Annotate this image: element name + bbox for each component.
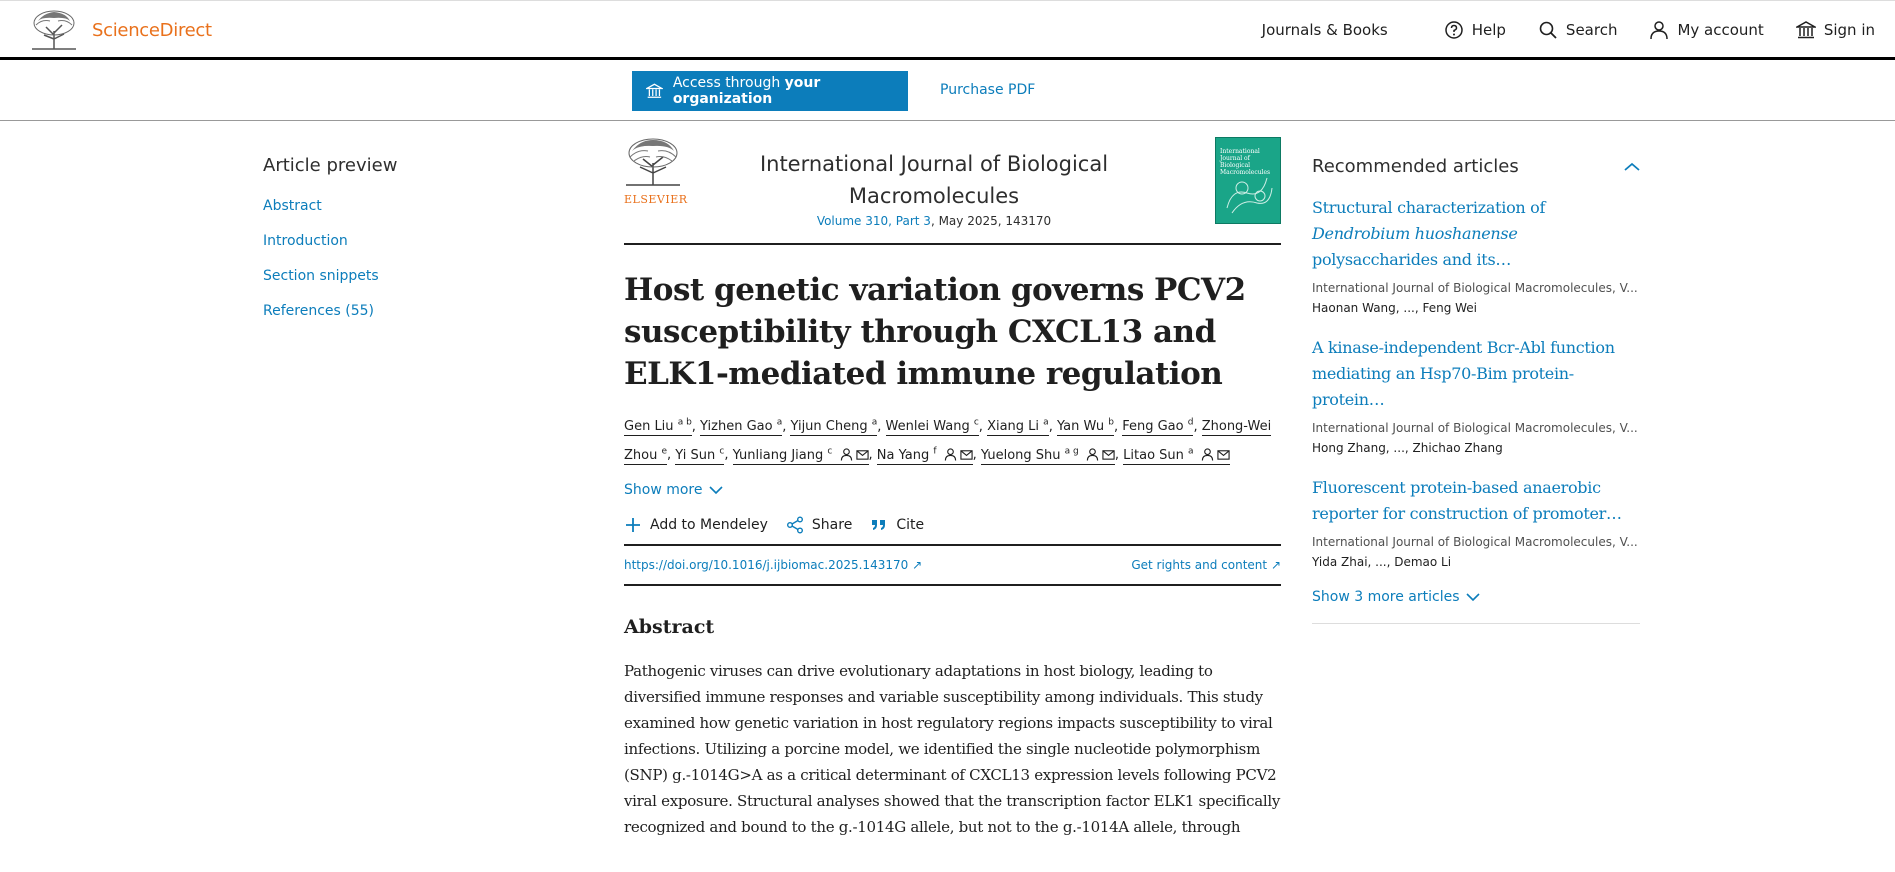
abstract-text: Pathogenic viruses can drive evolutionary adaptations in host biology, leading to diversified immune responses and variable susceptibility among individuals. This study examined how genetic variation in host regulatory regions impacts susceptibility to viral infections. Utilizing a porcine model, we identified the single nucleotide polymorphism (SNP) g.-1014G>A as a critical determinant of CXCL13 expression levels following PCV2 viral exposure. Structural analyses showed that the transcription factor ELK1 specifically recognized and bound to the g.-1014G allele, but not to the g.-1014A allele, through: [624, 661, 1281, 836]
publisher-name: ELSEVIER: [624, 193, 688, 206]
person-icon: [1649, 20, 1669, 40]
sciencedirect-logo[interactable]: [30, 9, 212, 51]
add-to-mendeley-button[interactable]: [624, 516, 768, 534]
journal-title[interactable]: International Journal of Biological Macromolecules: [759, 152, 1109, 208]
recommended-item-authors: Hong Zhang, ..., Zhichao Zhang: [1312, 441, 1503, 455]
elsevier-tree-icon: [30, 9, 78, 51]
author-list: Gen Liu $^{a b}$, Yizhen Gao $^a$, Yijun Cheng $^a$, Wenlei Wang $^c$, Xiang Li $^a$, Yan Wu $^b$, Feng Gao $^d$, Zhong-Wei Zhou $^e$, Yi Sun $^c$, Yunliang Jiang $^c$ , Na Yang $^f$ , Yuelong Shu $^{a g}$ , Litao Sun $^a$: [624, 418, 1272, 463]
search-icon: [1538, 20, 1558, 40]
help-link[interactable]: [1444, 20, 1506, 40]
rights-text: Get rights and content: [1131, 557, 1268, 572]
recommended-item: [1312, 195, 1640, 315]
volume-link[interactable]: Volume 310, Part 3: [816, 214, 931, 228]
affiliation-marker: a: [871, 418, 878, 428]
recommended-header[interactable]: [1312, 156, 1640, 177]
access-organization-button[interactable]: [632, 71, 908, 111]
author-link[interactable]: [733, 448, 869, 465]
share-button[interactable]: [786, 516, 852, 534]
cover-illustration: [1222, 168, 1276, 218]
doi-link[interactable]: [624, 558, 922, 572]
elsevier-tree-icon: [624, 137, 682, 187]
affiliation-marker: a: [1043, 418, 1049, 428]
recommended-item: [1312, 475, 1640, 569]
author-name: Feng Gao: [1122, 419, 1184, 435]
brand-name: ScienceDirect: [92, 19, 212, 41]
toc-item-abstract[interactable]: Abstract: [263, 198, 322, 214]
recommended-item-journal: International Journal of Biological Macromolecules, V...: [1312, 535, 1638, 549]
author-name: Yunliang Jiang: [732, 447, 824, 463]
author-name: Gen Liu: [624, 419, 674, 435]
affiliation-marker: a b: [677, 418, 692, 428]
article-main: [624, 135, 1281, 840]
email-icon: [960, 448, 973, 461]
access-button-label: Access through your organization: [672, 75, 821, 107]
show-more-button[interactable]: [624, 482, 1281, 498]
affiliation-marker: e: [661, 446, 668, 457]
affiliation-marker: c: [719, 446, 725, 457]
my-account-label: My account: [1677, 20, 1764, 39]
recommended-title: Recommended articles: [1312, 156, 1519, 177]
elsevier-logo[interactable]: [624, 137, 688, 206]
affiliation-marker: a: [1188, 446, 1194, 457]
affiliation-marker: c: [973, 418, 979, 428]
institution-icon: [646, 82, 663, 100]
article-title: Host genetic variation governs PCV2 susceptibility through CXCL13 and ELK1-mediated immune regulation: [624, 272, 1246, 392]
author-link[interactable]: [886, 419, 979, 436]
author-name: Yi Sun: [675, 447, 716, 463]
search-link[interactable]: [1538, 20, 1618, 40]
top-nav: [1230, 1, 1875, 58]
toc-item-introduction[interactable]: Introduction: [263, 233, 348, 249]
chevron-down-icon: [1466, 592, 1480, 602]
institution-icon: [1796, 20, 1816, 40]
doi-text: https://doi.org/10.1016/j.ijbiomac.2025.143170: [624, 557, 909, 572]
chevron-down-icon: [709, 485, 723, 495]
get-rights-link[interactable]: [1131, 558, 1281, 572]
author-link[interactable]: [700, 419, 782, 436]
affiliation-marker: a: [776, 418, 783, 428]
plus-icon: [624, 516, 642, 534]
help-icon: [1444, 20, 1464, 40]
search-label: Search: [1565, 20, 1618, 39]
author-name: Litao Sun: [1123, 447, 1184, 463]
purchase-pdf-link[interactable]: Purchase PDF: [940, 82, 1036, 98]
recommended-item-title[interactable]: Structural characterization of Dendrobium huoshanense polysaccharides and its…: [1312, 198, 1546, 269]
share-label: Share: [811, 516, 853, 533]
journal-meta: [714, 214, 1154, 228]
sign-in-label: Sign in: [1823, 20, 1875, 39]
article-actions: [624, 516, 1281, 534]
mendeley-label: Add to Mendeley: [650, 516, 768, 533]
cite-label: Cite: [896, 516, 925, 533]
chevron-up-icon[interactable]: [1624, 162, 1640, 172]
my-account-link[interactable]: [1649, 20, 1763, 40]
affiliation-marker: d: [1187, 418, 1194, 428]
author-name: Yuelong Shu: [980, 447, 1061, 463]
author-link[interactable]: [981, 448, 1115, 465]
person-icon: [944, 448, 957, 461]
author-link[interactable]: [675, 448, 724, 465]
author-name: Yan Wu: [1056, 419, 1105, 435]
email-icon: [856, 448, 869, 461]
author-link[interactable]: [790, 419, 877, 436]
email-icon: [1102, 448, 1115, 461]
person-icon: [840, 448, 853, 461]
cite-button[interactable]: [870, 516, 924, 534]
quote-icon: [870, 516, 888, 534]
person-icon: [1086, 448, 1099, 461]
author-name: Zhong-Wei Zhou: [624, 419, 1272, 463]
access-bar: [0, 60, 1895, 121]
author-name: Wenlei Wang: [885, 419, 970, 435]
recommended-item-authors: Yida Zhai, ..., Demao Li: [1312, 555, 1452, 569]
external-link-icon: ↗: [1270, 557, 1281, 572]
author-link[interactable]: [987, 419, 1049, 436]
person-icon: [1201, 448, 1214, 461]
recommended-item-title[interactable]: Fluorescent protein-based anaerobic reporter for construction of promoter…: [1312, 478, 1622, 523]
journals-label: Journals & Books: [1261, 20, 1388, 39]
recommended-item-authors: Haonan Wang, ..., Feng Wei: [1312, 301, 1478, 315]
affiliation-marker: c: [827, 446, 833, 457]
journal-cover-image[interactable]: [1215, 137, 1281, 224]
author-name: Yizhen Gao: [700, 419, 773, 435]
recommended-item-journal: International Journal of Biological Macromolecules, V...: [1312, 281, 1638, 295]
email-icon: [1217, 448, 1230, 461]
author-link[interactable]: [1123, 448, 1230, 465]
sign-in-link[interactable]: [1796, 20, 1875, 40]
author-link[interactable]: [1122, 419, 1193, 436]
help-label: Help: [1471, 20, 1506, 39]
recommended-item-journal: International Journal of Biological Macromolecules, V...: [1312, 421, 1638, 435]
toc-item-section-snippets[interactable]: Section snippets: [263, 268, 379, 284]
affiliation-marker: a g: [1064, 446, 1079, 457]
author-link[interactable]: [877, 448, 973, 465]
author-name: Xiang Li: [987, 419, 1040, 435]
affiliation-marker: f: [933, 446, 937, 457]
recommended-item: [1312, 335, 1640, 455]
share-icon: [786, 516, 804, 534]
show-more-label: Show more: [624, 481, 703, 498]
toc-item-references[interactable]: References (55): [263, 303, 374, 319]
show-more-articles-label: Show 3 more articles: [1312, 589, 1460, 605]
author-name: Yijun Cheng: [790, 419, 868, 435]
journals-books-link[interactable]: [1262, 21, 1388, 39]
journal-header: [624, 135, 1281, 245]
abstract-heading: Abstract: [624, 615, 715, 638]
author-name: Na Yang: [876, 447, 930, 463]
issue-date: , May 2025, 143170: [930, 214, 1052, 228]
recommended-item-title[interactable]: A kinase-independent Bcr-Abl function mediating an Hsp70-Bim protein-protein…: [1312, 338, 1615, 409]
external-link-icon: ↗: [912, 557, 923, 572]
author-link[interactable]: [1057, 419, 1114, 436]
doi-row: [624, 544, 1281, 586]
recommended-articles: [1312, 156, 1640, 624]
toc-title: Article preview: [263, 155, 398, 176]
show-more-articles-button[interactable]: [1312, 589, 1640, 624]
top-header: [0, 0, 1895, 60]
affiliation-marker: b: [1108, 418, 1114, 428]
article-toc: [263, 155, 397, 338]
author-link[interactable]: [624, 419, 692, 436]
cover-title: International Journal of Biological Macromolecules: [1220, 148, 1271, 176]
